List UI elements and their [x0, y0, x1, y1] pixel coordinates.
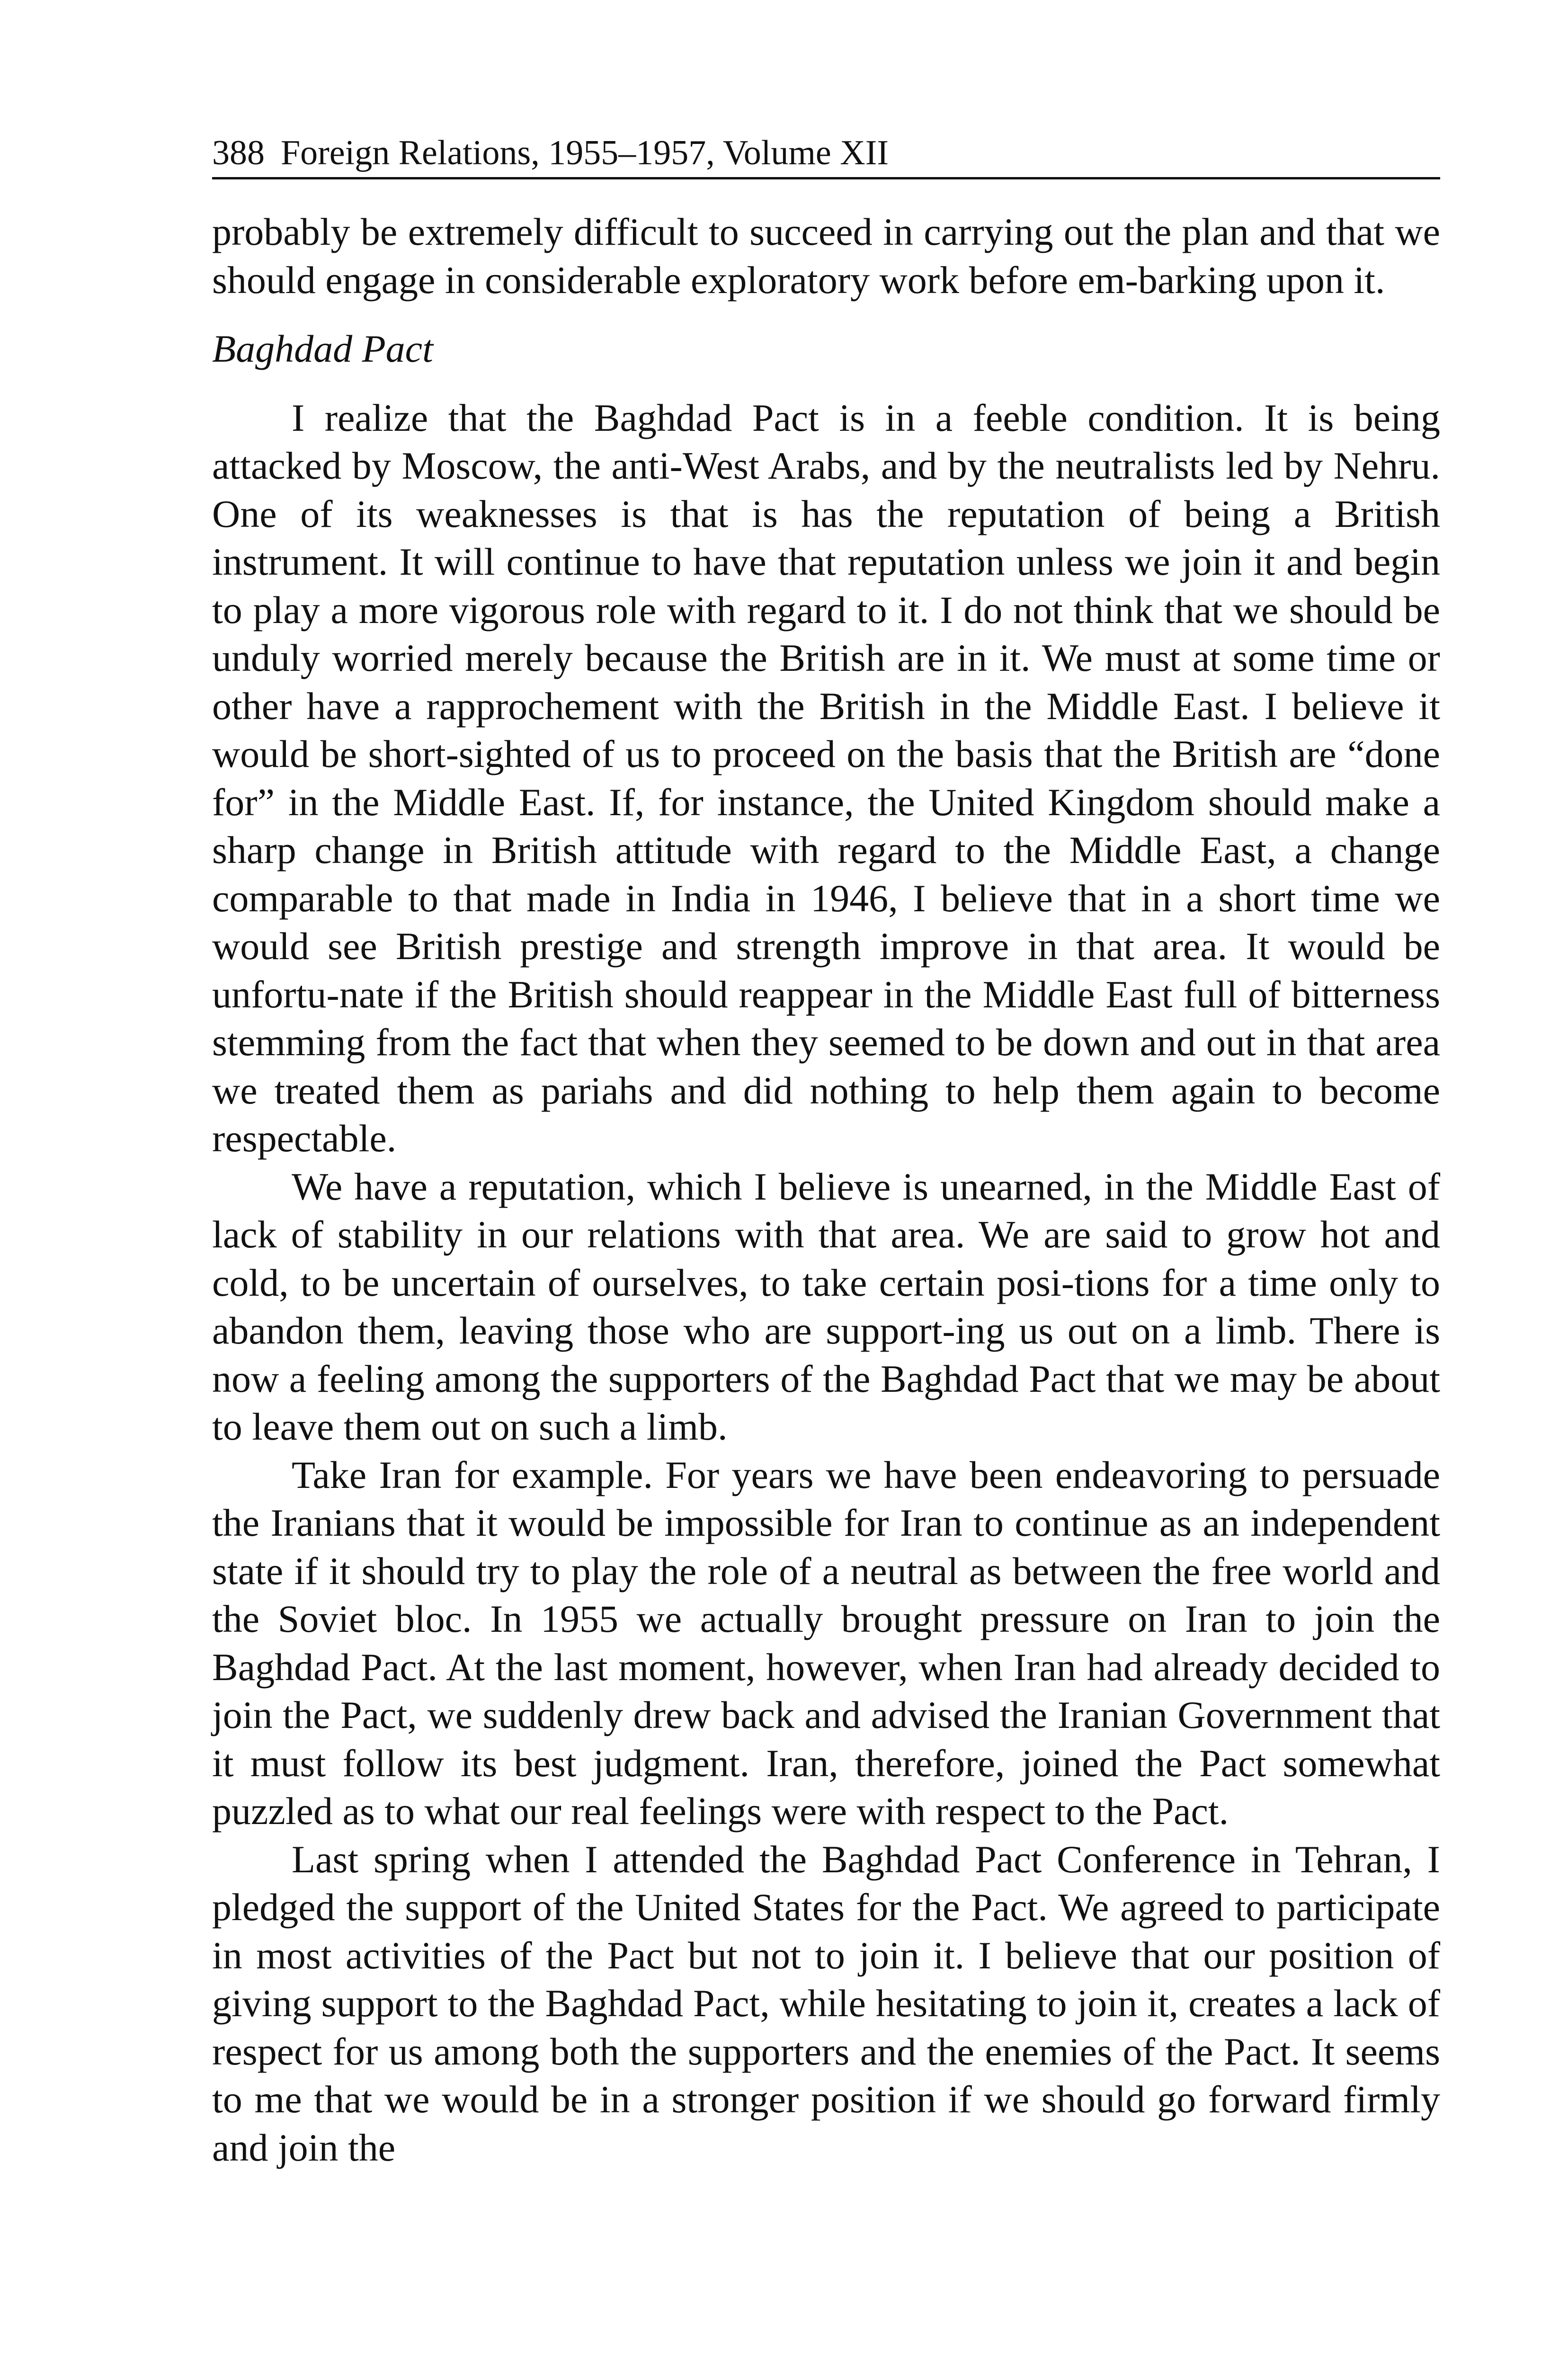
continuation-paragraph: probably be extremely difficult to succeed in carrying out the plan and that we should engage in considerable exploratory work before em-barking upon it.	[212, 210, 1440, 302]
running-header	[212, 135, 1440, 179]
paragraph: We have a reputation, which I believe is unearned, in the Middle East of lack of stability in our relations with that area. We are said to grow hot and cold, to be uncertain of ourselves, to take certain posi-tions for a time only to abandon them, leaving those who are support-ing us out on a limb. There is now a feeling among the supporters of the Baghdad Pact that we may be about to leave them out on such a limb.	[212, 1165, 1440, 1448]
paragraph: Take Iran for example. For years we have been endeavoring to persuade the Iranians that it would be impossible for Iran to continue as an independent state if it should try to play the role of a neutral as between the free world and the Soviet bloc. In 1955 we actually brought pressure on Iran to join the Baghdad Pact. At the last moment, however, when Iran had already decided to join the Pact, we suddenly drew back and advised the Iranian Government that it must follow its best judgment. Iran, therefore, joined the Pact somewhat puzzled as to what our real feelings were with respect to the Pact.	[212, 1453, 1440, 1833]
paragraph: I realize that the Baghdad Pact is in a feeble condition. It is being attacked by Moscow, the anti-West Arabs, and by the neutralists led by Nehru. One of its weaknesses is that is has the reputation of being a British instrument. It will continue to have that reputation unless we join it and begin to play a more vigorous role with regard to it. I do not think that we should be unduly worried merely because the British are in it. We must at some time or other have a rapprochement with the British in the Middle East. I believe it would be short-sighted of us to proceed on the basis that the British are “done for” in the Middle East. If, for instance, the United Kingdom should make a sharp change in British attitude with regard to the Middle East, a change comparable to that made in India in 1946, I believe that in a short time we would see British prestige and strength improve in that area. It would be unfortu-nate if the British should reappear in the Middle East full of bitterness stemming from the fact that when they seemed to be down and out in that area we treated them as pariahs and did nothing to help them again to become respectable.	[212, 396, 1440, 1160]
document-page	[212, 135, 1440, 2171]
publication-title: Foreign Relations, 1955–1957, Volume XII	[281, 133, 889, 172]
paragraph: Last spring when I attended the Baghdad Pact Conference in Tehran, I pledged the support of the United States for the Pact. We agreed to participate in most activities of the Pact but not to join it. I believe that our position of giving support to the Baghdad Pact, while hesitating to join it, creates a lack of respect for us among both the supporters and the enemies of the Pact. It seems to me that we would be in a stronger position if we should go forward firmly and join the	[212, 1837, 1440, 2169]
section-heading: Baghdad Pact	[212, 327, 433, 370]
body-text	[212, 208, 1440, 2171]
page-number: 388	[212, 133, 265, 172]
